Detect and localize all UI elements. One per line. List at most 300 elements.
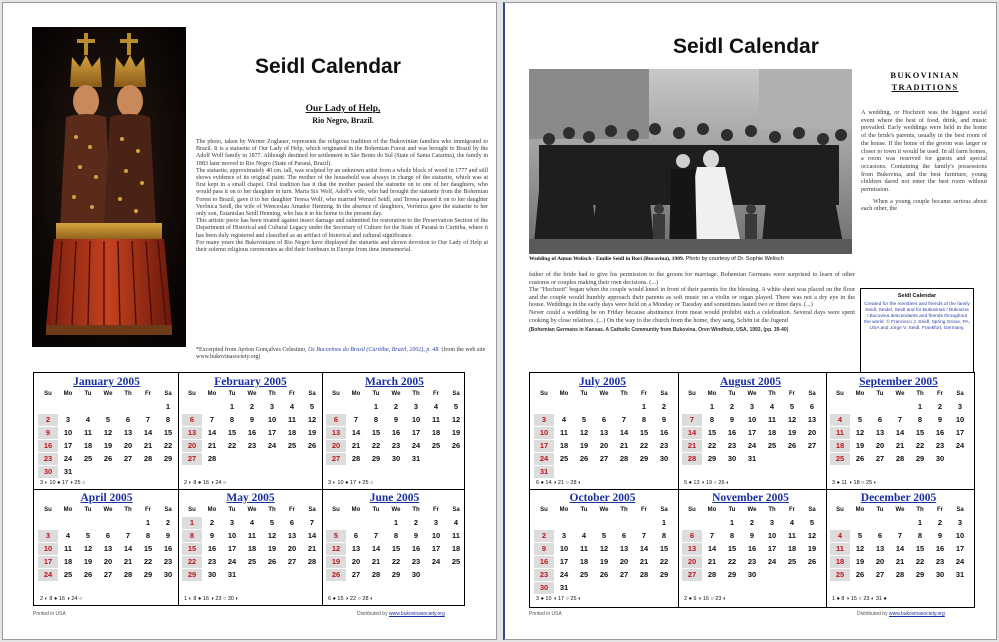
day-cell: 2 — [534, 530, 554, 542]
weekday-label: Su — [188, 391, 196, 397]
day-cell: 12 — [307, 415, 317, 424]
day-cell: 8 — [229, 415, 235, 424]
weekday-header — [38, 391, 178, 399]
month-block — [828, 376, 969, 491]
moon-phases: 1 ◐ 8 ● 16 ◑ 23 ○ 30 ◐ — [184, 596, 239, 602]
day-cell: 8 — [917, 415, 923, 424]
day-cell: 11 — [248, 531, 256, 540]
day-cell: 7 — [373, 531, 379, 540]
description-paragraph: This artistic piece has been treated against insect damage and submitted for restoration to the Preservation Section of the Department of Historical and Cultural Legacy under the Secretary of Culture for the State of Paraná in Curitiba, where it has been duly registered and classified as an artifact of historical and cultural significance. — [196, 218, 488, 239]
moon-phases: 3 ● 11 ◑ 18 ○ 25 ◐ — [832, 480, 877, 486]
day-cell: 3 — [65, 415, 71, 424]
day-cell: 23 — [38, 453, 58, 465]
day-cell: 24 — [267, 441, 277, 450]
day-cell: 27 — [182, 453, 202, 465]
weekday-label: Mo — [707, 507, 717, 513]
weekday-label: Mo — [855, 391, 865, 397]
note-book-title: Os Bucovinos do Brasil (Curitiba, Brazil, 2002), p. 48. — [308, 347, 440, 353]
day-cell: 24 — [38, 569, 58, 581]
day-cell: 11 — [560, 428, 568, 437]
day-cell: 3 — [749, 402, 755, 411]
day-cell: 26 — [855, 454, 865, 463]
day-cell: 10 — [767, 531, 777, 540]
day-cell: 23 — [659, 441, 669, 450]
weekday-label: Tu — [372, 507, 380, 513]
weekday-label: Mo — [207, 391, 217, 397]
weekday-label: Th — [916, 507, 924, 513]
day-cell: 23 — [935, 557, 945, 566]
day-cell: 8 — [661, 531, 667, 540]
day-cell: 19 — [599, 557, 609, 566]
photo-caption-credit: Photo by courtesy of Dr. Sophie Welisch — [685, 256, 784, 262]
day-cell: 5 — [85, 531, 91, 540]
day-cell: 4 — [433, 402, 439, 411]
day-cell: 2 — [38, 414, 58, 426]
day-cell: 26 — [267, 557, 277, 566]
day-cell: 7 — [709, 531, 715, 540]
day-cell: 4 — [830, 530, 850, 542]
month-name: February 2005 — [214, 376, 287, 388]
day-cell: 12 — [787, 415, 797, 424]
info-box-text: Created for the members and friends of the family Seidl, Seidel, Seidl and for Bukovinas / Bukovina / Bucovina descendants and friends throughout the world. © Francisco J. Seidl, Spring Grove, PA, USA and Jorge V. Seidl, Frankfurt, Germany. — [864, 302, 970, 331]
day-cell: 13 — [682, 543, 702, 555]
weekday-label: Th — [620, 391, 628, 397]
day-cell: 27 — [619, 570, 629, 579]
day-cell: 14 — [123, 544, 133, 553]
statue-photo — [32, 27, 186, 347]
calendar-divider — [678, 373, 679, 607]
day-cell: 7 — [353, 415, 359, 424]
day-cell: 21 — [895, 441, 905, 450]
day-cell: 17 — [63, 441, 73, 450]
weekday-label: We — [747, 391, 757, 397]
day-cell: 20 — [123, 441, 133, 450]
day-cell: 19 — [855, 557, 865, 566]
weekday-label: Sa — [308, 391, 316, 397]
weekday-label: We — [247, 507, 257, 513]
day-cell: 9 — [661, 415, 667, 424]
day-cell: 1 — [229, 402, 235, 411]
day-cell: 23 — [747, 557, 757, 566]
day-cell: 16 — [411, 544, 421, 553]
description-paragraph: The statuette, approximately 40 cm. tall, was sculpted by an unknown artist from a whole block of wood in 1777 and still shows evidence of its original paint. The mother of the household was always in charge of the statuette, which was at first kept in a small chapel. Oral tradition has it that the mother passed the statuette on to one of her daughters, who would pass it on to her daughter in turn. Maria Six Wolf, Adolf's wife, who had brought the statuette from the Bohemian Forest to Brazil, gave it to her daughter Teresa Wolf, who married Wenzel Seidl, and Teresa passed it on to her daughter Verônica Seidl, the wife of Wenceslau Amador Henning. In the absence of daughters, Verônica gave the statuette to her only son, Estanislau Seidl Henning, who has it in his home to the present day. — [196, 167, 488, 218]
day-cell: 14 — [707, 544, 717, 553]
moon-phases: 3 ◐ 10 ● 17 ◑ 25 ○ — [328, 480, 374, 486]
day-cell: 30 — [935, 570, 945, 579]
day-cell: 10 — [63, 428, 73, 437]
photo-caption-title: Wedding of Anton Welisch - Emilie Seidl in Bori (Bucovina), 1909. — [529, 256, 685, 262]
day-cell: 6 — [105, 531, 111, 540]
day-cell: 8 — [393, 531, 399, 540]
day-cell: 8 — [729, 531, 735, 540]
day-cell: 18 — [559, 441, 569, 450]
heading-line-2: TRADITIONS — [891, 82, 959, 92]
day-cell: 12 — [579, 428, 589, 437]
day-cell: 20 — [807, 428, 817, 437]
day-cell: 6 — [182, 414, 202, 426]
day-cell: 20 — [182, 440, 202, 452]
description-paragraph: For many years the Bukovinians of Rio Negro have displayed the statuette and shown devotion to Our Lady of Help at their solemn religious ceremonies as did their forebears in Europe from time immemorial. — [196, 239, 488, 254]
weekday-header — [682, 507, 822, 515]
weekday-label: Su — [540, 391, 548, 397]
day-cell: 2 — [729, 402, 735, 411]
day-cell: 23 — [163, 557, 173, 566]
day-cell: 15 — [391, 544, 401, 553]
day-cell: 1 — [393, 518, 399, 527]
day-cell: 29 — [163, 454, 173, 463]
day-cell: 2 — [165, 518, 171, 527]
day-cell: 31 — [411, 454, 421, 463]
day-cell: 13 — [103, 544, 113, 553]
day-cell: 29 — [915, 454, 925, 463]
weekday-label: Tu — [580, 391, 588, 397]
day-cell: 13 — [599, 428, 609, 437]
weekday-label: Th — [768, 391, 776, 397]
wedding-tradition-continued — [529, 271, 855, 335]
tradition-paragraph: father of the bride had to give his permission to the groom for marriage. Bohemian Germans were surprised to learn of other customs or couples making their own decisions. (...) — [529, 271, 855, 286]
day-cell: 23 — [727, 441, 737, 450]
day-cell: 10 — [431, 531, 441, 540]
day-cell: 15 — [915, 428, 925, 437]
day-cell: 8 — [917, 531, 923, 540]
weekday-label: We — [747, 507, 757, 513]
weekday-label: We — [103, 507, 113, 513]
day-cell: 16 — [935, 428, 945, 437]
day-cell: 19 — [451, 428, 461, 437]
day-cell: 21 — [371, 557, 381, 566]
day-cell: 4 — [65, 531, 71, 540]
day-cell: 8 — [709, 415, 715, 424]
calendar-info-box — [860, 288, 974, 373]
weekday-label: Fr — [433, 391, 439, 397]
day-cell: 17 — [227, 544, 237, 553]
day-cell: 13 — [123, 428, 133, 437]
tradition-paragraph: A wedding, or Hochzeit was the biggest social event where the best of food, drink, and music prevailed. Early weddings were held in the home of the bride's parents, usually in the best room of the house. If the home of the groom was larger or closer to town it would be used. In all farm homes, a room was reserved for guests and special occasions. Containing the family's possessions from Bukovina, and the best furniture, young children dared not enter the best room without permission. — [861, 109, 987, 194]
day-cell: 18 — [431, 428, 441, 437]
day-cell: 14 — [682, 427, 702, 439]
weekday-header — [182, 507, 322, 515]
day-cell: 26 — [326, 569, 346, 581]
month-block — [532, 492, 673, 607]
month-name: September 2005 — [859, 376, 938, 388]
day-cell: 19 — [307, 428, 317, 437]
day-cell: 22 — [371, 441, 381, 450]
weekday-label: Sa — [808, 391, 816, 397]
month-name: June 2005 — [369, 492, 420, 504]
day-cell: 18 — [830, 556, 850, 568]
day-cell: 17 — [38, 556, 58, 568]
day-cell: 31 — [559, 583, 569, 592]
day-cell: 15 — [227, 428, 237, 437]
day-cell: 9 — [534, 543, 554, 555]
weekday-header — [182, 391, 322, 399]
day-cell: 16 — [391, 428, 401, 437]
day-cell: 4 — [561, 415, 567, 424]
calendar-grid-jul-dec — [529, 372, 975, 608]
day-cell: 6 — [601, 415, 607, 424]
day-cell: 27 — [875, 570, 885, 579]
day-cell: 11 — [432, 415, 440, 424]
weekday-label: Su — [44, 507, 52, 513]
day-cell: 18 — [830, 440, 850, 452]
day-cell: 28 — [639, 570, 649, 579]
moon-phases: 1 ● 8 ◑ 15 ○ 23 ◐ 31 ● — [832, 596, 887, 602]
day-cell: 2 — [749, 518, 755, 527]
day-cell: 2 — [937, 402, 943, 411]
day-cell: 21 — [895, 557, 905, 566]
tradition-source: (Bohemian Germans in Kansas. A Catholic Community from Bukovina, Oren Windholz, USA, 1993, (pp. 39-40) — [529, 327, 789, 334]
statue-description — [196, 139, 488, 254]
day-cell: 13 — [875, 428, 885, 437]
footer-distributed — [357, 611, 445, 617]
day-cell: 25 — [63, 570, 73, 579]
weekday-label: Su — [688, 507, 696, 513]
day-cell: 27 — [807, 441, 817, 450]
weekday-label: Su — [332, 391, 340, 397]
day-cell: 4 — [85, 415, 91, 424]
excerpt-note — [196, 347, 488, 361]
day-cell: 29 — [707, 454, 717, 463]
day-cell: 20 — [103, 557, 113, 566]
day-cell: 9 — [165, 531, 171, 540]
day-cell: 30 — [207, 570, 217, 579]
moon-phases: 6 ● 15 ◑ 22 ○ 28 ◐ — [328, 596, 374, 602]
day-cell: 11 — [452, 531, 460, 540]
weekday-label: Fr — [145, 391, 151, 397]
day-cell: 5 — [857, 415, 863, 424]
day-cell: 22 — [227, 441, 237, 450]
day-cell: 26 — [579, 454, 589, 463]
day-cell: 12 — [451, 415, 461, 424]
day-cell: 12 — [855, 544, 865, 553]
day-cell: 2 — [209, 518, 215, 527]
day-cell: 10 — [411, 415, 421, 424]
day-cell: 5 — [601, 531, 607, 540]
day-cell: 31 — [955, 570, 965, 579]
calendar-page-left — [2, 2, 497, 640]
day-cell: 9 — [729, 415, 735, 424]
day-cell: 18 — [83, 441, 93, 450]
wedding-group-image — [529, 69, 852, 254]
month-block — [324, 376, 465, 491]
day-cell: 11 — [768, 415, 776, 424]
day-cell: 6 — [809, 402, 815, 411]
day-cell: 1 — [661, 518, 667, 527]
day-cell: 11 — [830, 543, 850, 555]
day-cell: 29 — [391, 570, 401, 579]
weekday-label: Sa — [308, 507, 316, 513]
footer-website-link[interactable]: www.bukovinasociety.org — [888, 611, 945, 617]
weekday-label: Su — [188, 507, 196, 513]
day-cell: 11 — [830, 427, 850, 439]
weekday-label: Fr — [937, 391, 943, 397]
month-block — [180, 376, 321, 491]
day-cell: 23 — [207, 557, 217, 566]
calendar-grid-jan-jun — [33, 372, 465, 606]
day-cell: 2 — [413, 518, 419, 527]
day-cell: 21 — [207, 441, 217, 450]
day-cell: 2 — [249, 402, 255, 411]
day-cell: 27 — [103, 570, 113, 579]
day-cell: 22 — [391, 557, 401, 566]
weekday-header — [326, 391, 466, 399]
heading-line-1: BUKOVINIAN — [890, 70, 960, 80]
day-cell: 19 — [83, 557, 93, 566]
calendar-divider — [826, 373, 827, 607]
day-cell: 27 — [351, 570, 361, 579]
day-cell: 19 — [579, 441, 589, 450]
day-cell: 17 — [267, 428, 277, 437]
day-cell: 4 — [789, 518, 795, 527]
weekday-label: We — [391, 391, 401, 397]
weekday-label: Tu — [372, 391, 380, 397]
day-cell: 8 — [641, 415, 647, 424]
weekday-label: Tu — [84, 507, 92, 513]
day-cell: 30 — [659, 454, 669, 463]
weekday-label: Su — [332, 507, 340, 513]
weekday-label: Mo — [707, 391, 717, 397]
weekday-label: Sa — [956, 391, 964, 397]
day-cell: 8 — [145, 531, 151, 540]
day-cell: 9 — [393, 415, 399, 424]
month-block — [324, 492, 465, 607]
day-cell: 28 — [307, 557, 317, 566]
day-cell: 15 — [915, 544, 925, 553]
day-cell: 4 — [830, 414, 850, 426]
day-cell: 21 — [351, 441, 361, 450]
day-cell: 19 — [267, 544, 277, 553]
day-cell: 11 — [580, 544, 588, 553]
day-cell: 3 — [269, 402, 275, 411]
footer-website-link[interactable]: www.bukovinasociety.org — [388, 611, 445, 617]
caption-title — [258, 103, 428, 127]
weekday-label: Mo — [559, 507, 569, 513]
day-cell: 23 — [411, 557, 421, 566]
day-cell: 22 — [639, 441, 649, 450]
month-name: July 2005 — [579, 376, 626, 388]
day-cell: 25 — [830, 569, 850, 581]
weekday-header — [682, 391, 822, 399]
day-cell: 15 — [182, 543, 202, 555]
day-cell: 10 — [534, 427, 554, 439]
day-cell: 16 — [659, 428, 669, 437]
day-cell: 10 — [38, 543, 58, 555]
bukovinian-traditions-heading — [865, 69, 985, 93]
weekday-label: Su — [836, 391, 844, 397]
day-cell: 28 — [351, 454, 361, 463]
day-cell: 15 — [659, 544, 669, 553]
caption-line-1: Our Lady of Help, — [305, 104, 381, 114]
day-cell: 26 — [83, 570, 93, 579]
day-cell: 24 — [955, 441, 965, 450]
day-cell: 29 — [182, 569, 202, 581]
day-cell: 27 — [123, 454, 133, 463]
weekday-label: Fr — [289, 391, 295, 397]
month-name: December 2005 — [860, 492, 937, 504]
day-cell: 28 — [143, 454, 153, 463]
day-cell: 29 — [143, 570, 153, 579]
day-cell: 2 — [937, 518, 943, 527]
day-cell: 27 — [326, 453, 346, 465]
day-cell: 7 — [145, 415, 151, 424]
day-cell: 3 — [433, 518, 439, 527]
day-cell: 27 — [682, 569, 702, 581]
day-cell: 12 — [267, 531, 277, 540]
day-cell: 22 — [707, 441, 717, 450]
day-cell: 5 — [453, 402, 459, 411]
day-cell: 16 — [38, 440, 58, 452]
day-cell: 14 — [895, 428, 905, 437]
day-cell: 30 — [935, 454, 945, 463]
day-cell: 10 — [267, 415, 277, 424]
month-block — [680, 376, 821, 491]
weekday-label: Mo — [559, 391, 569, 397]
weekday-label: Su — [836, 507, 844, 513]
day-cell: 3 — [769, 518, 775, 527]
day-cell: 3 — [534, 414, 554, 426]
day-cell: 22 — [659, 557, 669, 566]
weekday-label: Tu — [876, 391, 884, 397]
day-cell: 12 — [103, 428, 113, 437]
moon-phases: 3 ● 10 ◑ 17 ○ 25 ◐ — [536, 596, 582, 602]
day-cell: 7 — [309, 518, 315, 527]
weekday-label: Fr — [937, 507, 943, 513]
day-cell: 29 — [371, 454, 381, 463]
day-cell: 24 — [747, 441, 757, 450]
month-name: January 2005 — [73, 376, 140, 388]
day-cell: 28 — [371, 570, 381, 579]
day-cell: 9 — [209, 531, 215, 540]
weekday-label: Sa — [452, 391, 460, 397]
day-cell: 2 — [393, 402, 399, 411]
day-cell: 15 — [639, 428, 649, 437]
day-cell: 24 — [431, 557, 441, 566]
day-cell: 20 — [875, 441, 885, 450]
day-cell: 6 — [682, 530, 702, 542]
weekday-label: Sa — [164, 507, 172, 513]
day-cell: 29 — [639, 454, 649, 463]
day-cell: 12 — [326, 543, 346, 555]
day-cell: 19 — [855, 441, 865, 450]
day-cell: 20 — [619, 557, 629, 566]
day-cell: 22 — [143, 557, 153, 566]
weekday-label: Mo — [207, 507, 217, 513]
day-cell: 24 — [767, 557, 777, 566]
day-cell: 1 — [145, 518, 151, 527]
day-cell: 25 — [830, 453, 850, 465]
day-cell: 6 — [621, 531, 627, 540]
weekday-label: Th — [268, 391, 276, 397]
day-cell: 9 — [749, 531, 755, 540]
day-cell: 4 — [289, 402, 295, 411]
day-cell: 28 — [123, 570, 133, 579]
day-cell: 16 — [534, 556, 554, 568]
tradition-paragraph: When a young couple became serious about each other, the — [861, 197, 987, 213]
day-cell: 25 — [287, 441, 297, 450]
day-cell: 10 — [747, 415, 757, 424]
day-cell: 30 — [727, 454, 737, 463]
weekday-label: Mo — [63, 507, 73, 513]
day-cell: 16 — [207, 544, 217, 553]
month-block — [36, 376, 177, 491]
weekday-label: Tu — [728, 507, 736, 513]
day-cell: 15 — [707, 428, 717, 437]
day-cell: 5 — [857, 531, 863, 540]
weekday-label: We — [103, 391, 113, 397]
day-cell: 15 — [371, 428, 381, 437]
day-cell: 16 — [247, 428, 257, 437]
day-cell: 7 — [897, 531, 903, 540]
